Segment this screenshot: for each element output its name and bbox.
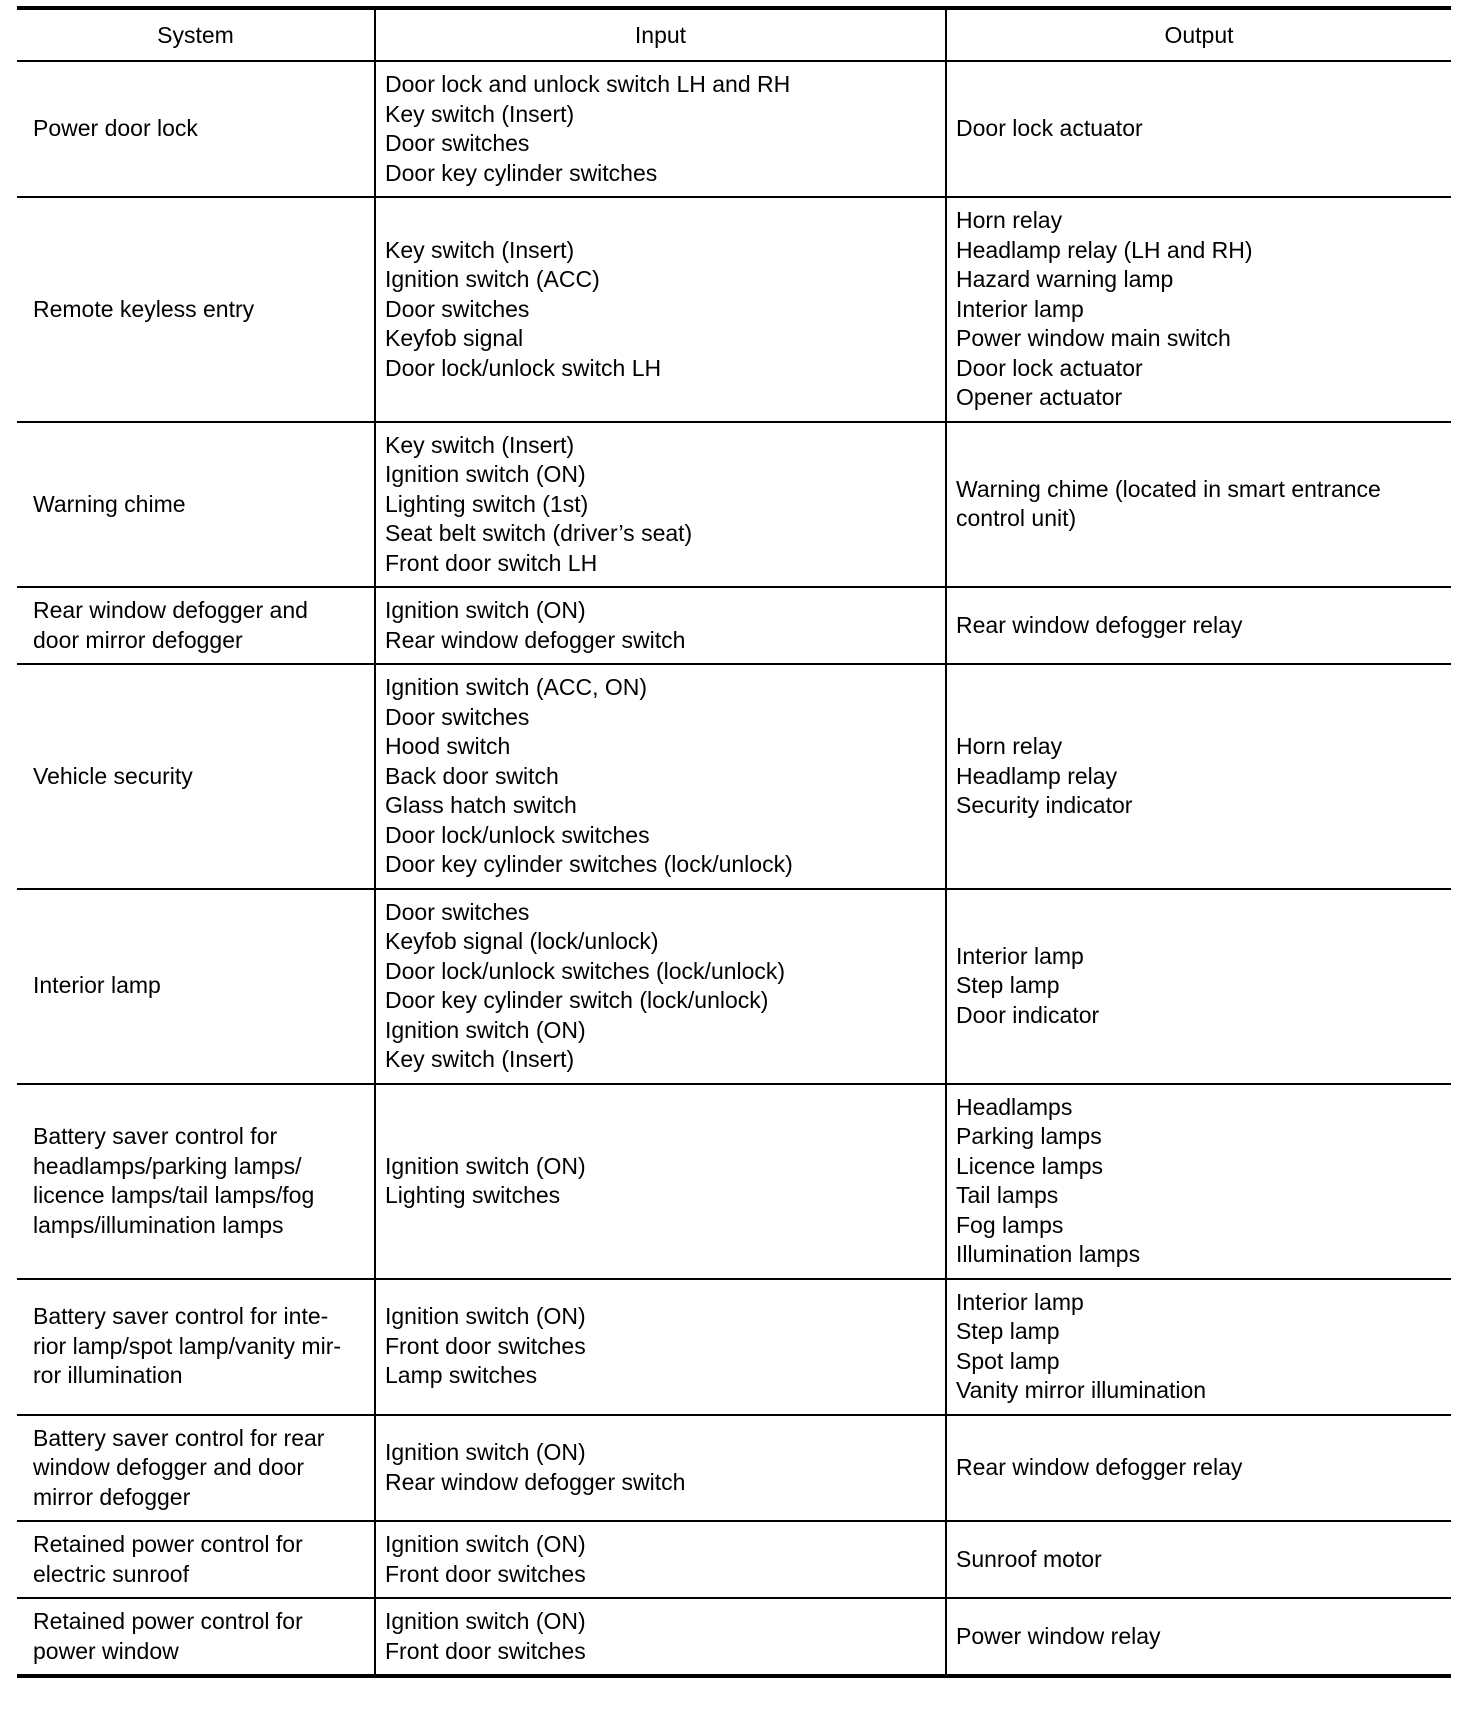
output-cell-line: Power window relay (956, 1622, 1161, 1649)
output-cell (946, 61, 1451, 197)
output-cell-line: Interior lamp (956, 295, 1084, 322)
system-cell-line: Retained power control for (33, 1531, 303, 1557)
input-cell-line: Rear window defogger switch (385, 1468, 686, 1495)
system-io-table-container (17, 6, 1451, 1678)
input-cell-line: Ignition switch (ON) (385, 1303, 586, 1330)
input-cell-line: Key switch (Insert) (385, 100, 575, 127)
output-cell-line: Door lock actuator (956, 354, 1143, 381)
system-cell (17, 1415, 375, 1522)
output-cell-line: Horn relay (956, 207, 1063, 233)
system-cell-line: door mirror defogger (33, 626, 243, 653)
input-cell-line: Key switch (Insert) (385, 236, 575, 263)
input-cell-line: Key switch (Insert) (385, 431, 575, 458)
output-cell-line: Spot lamp (956, 1347, 1060, 1374)
output-cell-line: Step lamp (956, 972, 1060, 999)
system-cell-line: rior lamp/spot lamp/vanity mir- (33, 1332, 342, 1359)
system-cell (17, 889, 375, 1084)
input-cell-line: Door switches (385, 898, 530, 925)
system-cell (17, 422, 375, 588)
table-row (17, 1279, 1451, 1415)
input-cell-line: Ignition switch (ACC) (385, 266, 600, 292)
system-cell-line: lamps/illumination lamps (33, 1211, 284, 1238)
table-row (17, 1415, 1451, 1522)
output-cell-line: Parking lamps (956, 1123, 1102, 1149)
table-row (17, 61, 1451, 197)
input-cell-line: Rear window defogger switch (385, 626, 686, 653)
system-cell-line: licence lamps/tail lamps/fog (33, 1182, 315, 1208)
system-cell (17, 1279, 375, 1415)
output-cell-line: Licence lamps (956, 1152, 1104, 1179)
output-cell-line: Interior lamp (956, 942, 1084, 969)
table-row (17, 587, 1451, 664)
header-system: System (17, 8, 375, 61)
output-cell-line: Opener actuator (956, 384, 1123, 410)
input-cell-line: Lighting switch (1st) (385, 490, 589, 517)
output-cell-line: Headlamp relay (LH and RH) (956, 236, 1253, 263)
output-cell (946, 422, 1451, 588)
system-cell-line: headlamps/parking lamps/ (33, 1152, 302, 1179)
input-cell-line: Door switches (385, 130, 530, 156)
output-cell (946, 587, 1451, 664)
input-cell (375, 197, 946, 422)
table-header-row (17, 8, 1451, 61)
input-cell-line: Seat belt switch (driver’s seat) (385, 520, 693, 546)
output-cell-line: Rear window defogger relay (956, 1454, 1243, 1480)
input-cell (375, 889, 946, 1084)
output-cell-line: Illumination lamps (956, 1241, 1141, 1267)
input-cell-line: Ignition switch (ON) (385, 1608, 586, 1634)
input-cell (375, 1279, 946, 1415)
output-cell (946, 1598, 1451, 1676)
system-cell (17, 1084, 375, 1279)
header-input: Input (375, 8, 946, 61)
output-cell-line: Rear window defogger relay (956, 611, 1243, 638)
table-body (17, 61, 1451, 1676)
input-cell-line: Ignition switch (ON) (385, 461, 586, 487)
input-cell (375, 1415, 946, 1522)
input-cell (375, 61, 946, 197)
system-cell (17, 1598, 375, 1676)
system-cell-line: Vehicle security (33, 762, 193, 789)
system-cell (17, 1521, 375, 1598)
input-cell (375, 1084, 946, 1279)
system-cell (17, 664, 375, 889)
output-cell-line: Vanity mirror illumination (956, 1377, 1207, 1403)
table-row (17, 889, 1451, 1084)
system-cell (17, 197, 375, 422)
input-cell (375, 587, 946, 664)
input-cell-line: Ignition switch (ON) (385, 597, 586, 623)
input-cell (375, 1521, 946, 1598)
input-cell-line: Lamp switches (385, 1362, 538, 1389)
input-cell (375, 1598, 946, 1676)
input-cell-line: Ignition switch (ON) (385, 1152, 586, 1179)
input-cell-line: Front door switches (385, 1560, 586, 1587)
output-cell-line: Hazard warning lamp (956, 266, 1174, 292)
input-cell-line: Door key cylinder switches (385, 159, 658, 186)
output-cell (946, 1279, 1451, 1415)
input-cell-line: Door key cylinder switches (lock/unlock) (385, 851, 793, 877)
input-cell-line: Door lock and unlock switch LH and RH (385, 71, 791, 97)
input-cell (375, 422, 946, 588)
table-row (17, 422, 1451, 588)
input-cell-line: Ignition switch (ACC, ON) (385, 674, 648, 700)
input-cell-line: Door lock/unlock switches (lock/unlock) (385, 957, 786, 984)
output-cell-line: Interior lamp (956, 1288, 1084, 1315)
input-cell-line: Ignition switch (ON) (385, 1531, 586, 1557)
input-cell (375, 664, 946, 889)
output-cell (946, 1521, 1451, 1598)
output-cell-line: Fog lamps (956, 1211, 1064, 1238)
system-cell (17, 587, 375, 664)
output-cell-line: Headlamp relay (956, 762, 1118, 789)
system-cell-line: Battery saver control for rear (33, 1424, 325, 1451)
system-cell-line: power window (33, 1637, 179, 1664)
output-cell-line: Security indicator (956, 792, 1133, 818)
input-cell-line: Door lock/unlock switch LH (385, 354, 662, 381)
system-cell (17, 61, 375, 197)
table-row (17, 1521, 1451, 1598)
input-cell-line: Ignition switch (ON) (385, 1439, 586, 1466)
header-output: Output (946, 8, 1451, 61)
system-cell-line: Rear window defogger and (33, 597, 308, 623)
output-cell-line: Horn relay (956, 733, 1063, 759)
output-cell (946, 664, 1451, 889)
input-cell-line: Hood switch (385, 733, 511, 759)
input-cell-line: Keyfob signal (lock/unlock) (385, 928, 659, 954)
output-cell-line: Sunroof motor (956, 1545, 1102, 1572)
input-cell-line: Door lock/unlock switches (385, 821, 650, 848)
table-row (17, 197, 1451, 422)
output-cell-line: Warning chime (located in smart entrance (956, 475, 1381, 502)
output-cell (946, 889, 1451, 1084)
output-cell-line: Step lamp (956, 1318, 1060, 1344)
system-cell-line: Interior lamp (33, 972, 161, 999)
input-cell-line: Front door switches (385, 1332, 586, 1359)
input-cell-line: Lighting switches (385, 1182, 561, 1208)
system-cell-line: Power door lock (33, 115, 198, 142)
output-cell (946, 197, 1451, 422)
input-cell-line: Door switches (385, 295, 530, 322)
table-row (17, 1084, 1451, 1279)
input-cell-line: Key switch (Insert) (385, 1046, 575, 1072)
input-cell-line: Front door switch LH (385, 549, 598, 576)
input-cell-line: Glass hatch switch (385, 792, 577, 818)
system-cell-line: Battery saver control for (33, 1123, 278, 1149)
output-cell-line: Power window main switch (956, 325, 1231, 351)
input-cell-line: Front door switches (385, 1637, 586, 1664)
table-row (17, 1598, 1451, 1676)
system-cell-line: Battery saver control for inte- (33, 1303, 329, 1330)
system-cell-line: mirror defogger (33, 1483, 191, 1510)
output-cell-line: control unit) (956, 505, 1077, 532)
system-cell-line: window defogger and door (33, 1454, 305, 1480)
system-cell-line: ror illumination (33, 1362, 183, 1389)
input-cell-line: Door switches (385, 703, 530, 730)
output-cell-line: Door lock actuator (956, 115, 1143, 142)
output-cell-line: Door indicator (956, 1001, 1100, 1028)
output-cell-line: Tail lamps (956, 1182, 1059, 1208)
output-cell (946, 1084, 1451, 1279)
system-cell-line: Remote keyless entry (33, 295, 255, 322)
system-cell-line: Warning chime (33, 490, 186, 517)
output-cell (946, 1415, 1451, 1522)
table-row (17, 664, 1451, 889)
input-cell-line: Door key cylinder switch (lock/unlock) (385, 987, 769, 1013)
input-cell-line: Ignition switch (ON) (385, 1016, 586, 1043)
output-cell-line: Headlamps (956, 1093, 1073, 1120)
input-cell-line: Back door switch (385, 762, 559, 789)
system-cell-line: electric sunroof (33, 1560, 189, 1587)
system-cell-line: Retained power control for (33, 1608, 303, 1634)
system-io-table (17, 6, 1451, 1678)
input-cell-line: Keyfob signal (385, 325, 524, 351)
